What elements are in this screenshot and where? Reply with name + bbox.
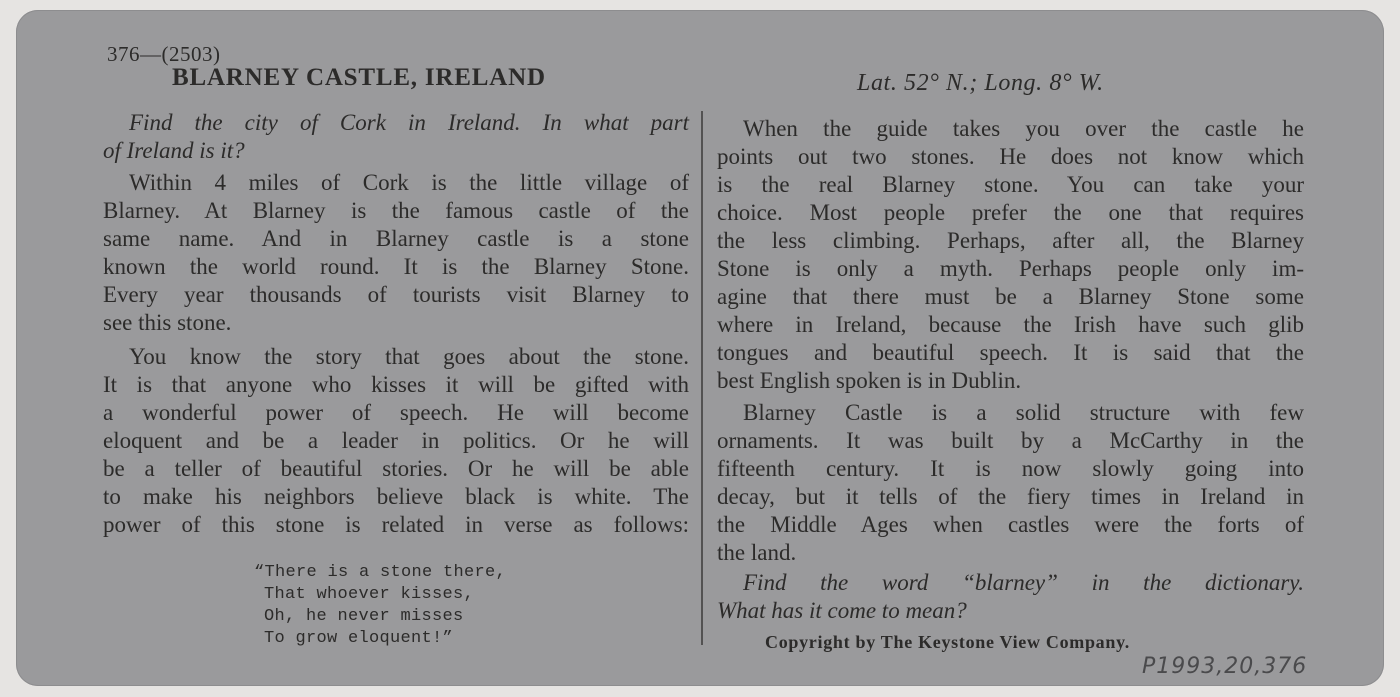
- text-line: eloquent and be a leader in politics. Or he will: [103, 428, 689, 453]
- text-line: Every year thousands of tourists visit Blarney to: [103, 282, 689, 307]
- right-paragraph-1: [717, 115, 1304, 395]
- text-line: known the world round. It is the Blarney Stone.: [103, 254, 689, 279]
- closing-question: [717, 569, 1304, 625]
- text-line: ornaments. It was built by a McCarthy in the: [717, 428, 1304, 453]
- text-line: Find the word “blarney” in the dictionary.: [743, 570, 1304, 595]
- left-paragraph-1: [103, 169, 689, 337]
- text-line: decay, but it tells of the fiery times in Ireland in: [717, 484, 1304, 509]
- poem-line: To grow eloquent!”: [264, 629, 454, 648]
- text-line: to make his neighbors believe black is white. The: [103, 484, 689, 509]
- text-line: same name. And in Blarney castle is a stone: [103, 226, 689, 251]
- coordinates: Lat. 52° N.; Long. 8° W.: [857, 70, 1104, 96]
- text-line: When the guide takes you over the castle he: [743, 116, 1304, 141]
- text-line: Find the city of Cork in Ireland. In what part: [129, 110, 689, 135]
- catalog-number: 376—(2503): [107, 42, 221, 66]
- text-line: What has it come to mean?: [717, 598, 967, 623]
- copyright-notice: Copyright by The Keystone View Company.: [765, 632, 1131, 652]
- text-line: be a teller of beautiful stories. Or he will be able: [103, 456, 689, 481]
- text-line: You know the story that goes about the stone.: [129, 344, 689, 369]
- text-line: Blarney Castle is a solid structure with few: [743, 400, 1304, 425]
- text-line: Within 4 miles of Cork is the little village of: [129, 170, 689, 195]
- text-line: the land.: [717, 540, 797, 565]
- left-paragraph-2: [103, 343, 689, 539]
- text-line: Stone is only a myth. Perhaps people only im-: [717, 256, 1304, 281]
- text-line: tongues and beautiful speech. It is said that the: [717, 340, 1304, 365]
- poem-line: Oh, he never misses: [264, 607, 464, 626]
- text-line: It is that anyone who kisses it will be gifted with: [103, 372, 689, 397]
- text-line: is the real Blarney stone. You can take your: [717, 172, 1304, 197]
- text-line: best English spoken is in Dublin.: [717, 368, 1022, 393]
- column-divider: [701, 111, 703, 645]
- text-line: agine that there must be a Blarney Stone some: [717, 284, 1304, 309]
- text-line: the less climbing. Perhaps, after all, the Blarney: [717, 228, 1304, 253]
- poem-line: That whoever kisses,: [264, 585, 475, 604]
- text-line: see this stone.: [103, 310, 232, 335]
- page-title: BLARNEY CASTLE, IRELAND: [172, 64, 546, 91]
- text-line: of Ireland is it?: [103, 138, 245, 163]
- text-line: points out two stones. He does not know which: [717, 144, 1304, 169]
- text-line: Blarney. At Blarney is the famous castle of the: [103, 198, 689, 223]
- text-line: the Middle Ages when castles were the forts of: [717, 512, 1304, 537]
- text-line: fifteenth century. It is now slowly going into: [717, 456, 1304, 481]
- text-line: a wonderful power of speech. He will become: [103, 400, 689, 425]
- text-line: choice. Most people prefer the one that requires: [717, 200, 1304, 225]
- poem-line: “There is a stone there,: [254, 563, 507, 582]
- text-line: where in Ireland, because the Irish have such glib: [717, 312, 1304, 337]
- left-question: [103, 109, 689, 165]
- right-paragraph-2: [717, 399, 1304, 567]
- poem-verse: [254, 562, 506, 650]
- accession-number: P1993,20,376: [1142, 654, 1308, 679]
- text-line: power of this stone is related in verse as follows:: [103, 512, 689, 537]
